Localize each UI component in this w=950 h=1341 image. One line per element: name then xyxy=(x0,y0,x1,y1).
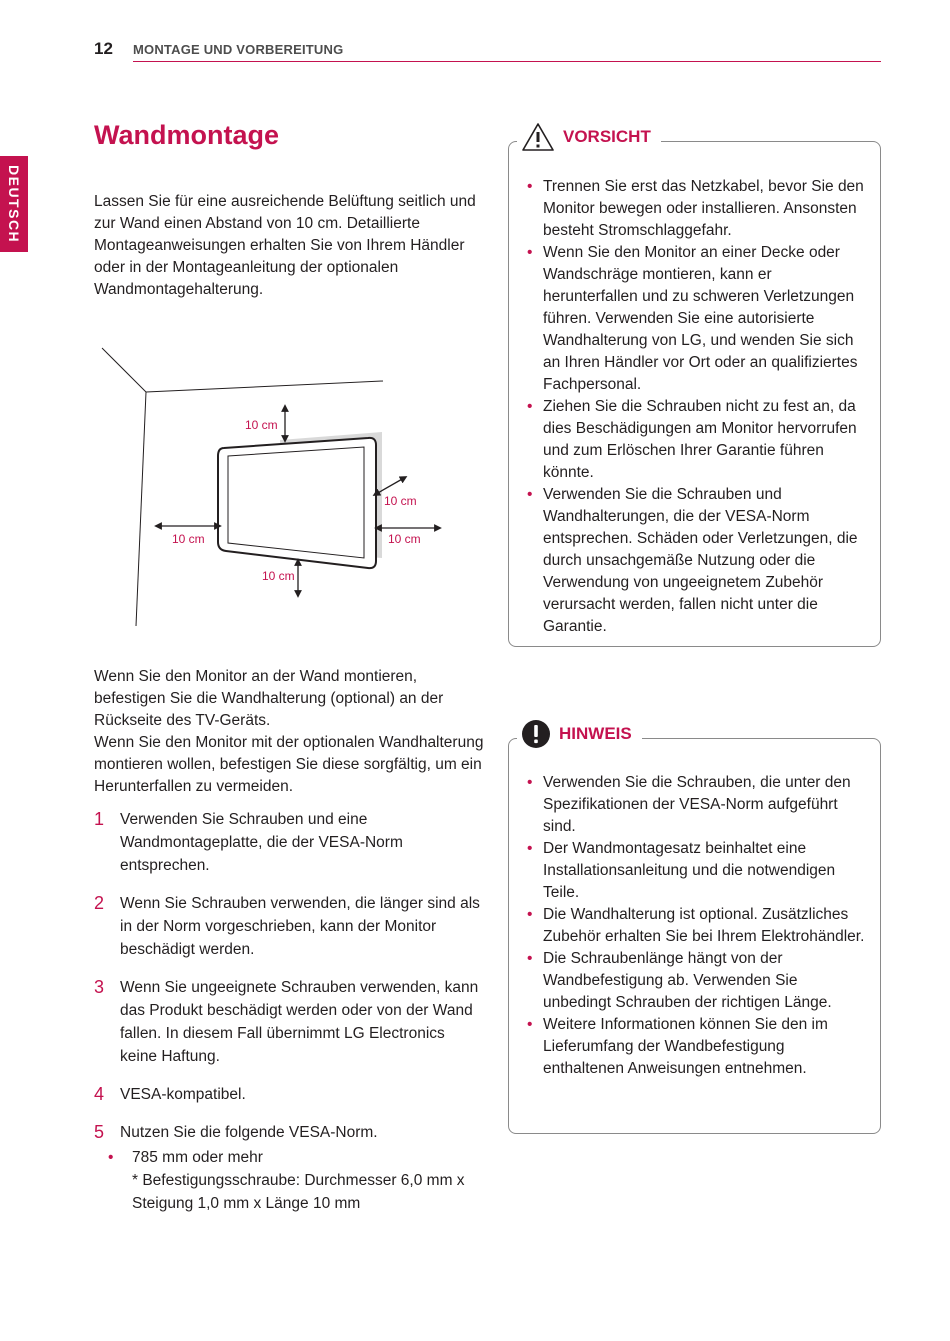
step-number: 3 xyxy=(94,977,105,997)
step-number: 5 xyxy=(94,1122,105,1142)
note-item xyxy=(519,772,865,838)
caution-box xyxy=(508,127,881,647)
step-number: 1 xyxy=(94,809,105,829)
vesa-size: 785 mm oder mehr xyxy=(132,1149,263,1166)
step-number: 2 xyxy=(94,893,105,913)
note-text: Die Wandhalterung ist optional. Zusätzliches Zubehör erhalten Sie bei Ihrem Elektrohändler. xyxy=(543,906,865,945)
step-item xyxy=(94,1083,484,1106)
exclamation-circle-icon xyxy=(521,719,551,749)
language-tab: DEUTSCH xyxy=(0,156,28,252)
section-title: MONTAGE UND VORBEREITUNG xyxy=(133,42,344,57)
warning-triangle-icon xyxy=(521,122,555,152)
label-right-upper: 10 cm xyxy=(384,494,417,508)
bullet-dot: • xyxy=(527,1016,533,1033)
header-divider xyxy=(133,61,881,62)
label-left: 10 cm xyxy=(172,532,205,546)
note-text: Der Wandmontagesatz beinhaltet eine Installationsanleitung und die notwendigen Teile. xyxy=(543,840,836,901)
caution-text: Verwenden Sie die Schrauben und Wandhalterungen, die der VESA-Norm entsprechen. Schäden oder Verletzungen, die durch unsachgemäße Nutzung oder die Verwendung von ungeeignetem Zubehör verursacht werden, fallen nicht unter die Garantie. xyxy=(543,486,858,635)
note-item xyxy=(519,838,865,904)
note-header xyxy=(517,719,642,749)
note-box xyxy=(508,724,881,1134)
caution-header xyxy=(517,122,661,152)
caution-item xyxy=(519,242,865,396)
step-item xyxy=(94,976,484,1068)
caution-text: Ziehen Sie die Schrauben nicht zu fest an, da dies Beschädigungen am Monitor hervorrufen und zum Erlöschen Ihrer Garantie führen könnte. xyxy=(543,398,857,481)
wall-mount-diagram xyxy=(100,340,460,640)
mount-instructions xyxy=(94,666,484,798)
caution-text: Wenn Sie den Monitor an einer Decke oder Wandschräge montieren, kann er herunterfallen und zu schweren Verletzungen führen. Verwenden Sie eine autorisierte Wandhalterung von LG, und wenden Sie sich an Ihren Händler vor Ort oder an qualifiziertes Fachpersonal. xyxy=(543,244,858,393)
steps-list xyxy=(94,808,484,1215)
caution-item xyxy=(519,484,865,638)
label-top: 10 cm xyxy=(245,418,278,432)
step-item xyxy=(94,892,484,961)
step-item xyxy=(94,1121,484,1215)
page-title: Wandmontage xyxy=(94,120,279,150)
label-right: 10 cm xyxy=(388,532,421,546)
step-text: Wenn Sie Schrauben verwenden, die länger sind als in der Norm vorgeschrieben, kann der Monitor beschädigt werden. xyxy=(120,895,480,958)
note-text: Die Schraubenlänge hängt von der Wandbefestigung ab. Verwenden Sie unbedingt Schrauben der richtigen Länge. xyxy=(543,950,832,1011)
note-text: Weitere Informationen können Sie den im Lieferumfang der Wandbefestigung enthaltenen Anweisungen entnehmen. xyxy=(543,1016,828,1077)
note-list xyxy=(519,772,865,1080)
caution-item xyxy=(519,176,865,242)
page-number: 12 xyxy=(94,39,113,58)
step-text: VESA-kompatibel. xyxy=(120,1086,246,1103)
bullet-dot: • xyxy=(527,840,533,857)
bullet-dot: • xyxy=(527,774,533,791)
bullet-dot: • xyxy=(527,178,533,195)
vesa-screw-note: * Befestigungsschraube: Durchmesser 6,0 mm x Steigung 1,0 mm x Länge 10 mm xyxy=(132,1172,465,1212)
note-item xyxy=(519,948,865,1014)
step-item xyxy=(94,808,484,877)
step-text: Wenn Sie ungeeignete Schrauben verwenden, kann das Produkt beschädigt werden oder von der Wand fallen. In diesem Fall übernimmt LG Electronics keine Haftung. xyxy=(120,979,479,1065)
intro-paragraph: Lassen Sie für eine ausreichende Belüftung seitlich und zur Wand einen Abstand von 10 cm. Detaillierte Montageanweisungen erhalten Sie von Ihrem Händler oder in der Montageanleitung der optionalen Wandmontagehalterung. xyxy=(94,193,476,298)
note-title: HINWEIS xyxy=(559,724,632,743)
bullet-dot: • xyxy=(527,244,533,261)
vesa-list xyxy=(108,1146,484,1215)
caution-text: Trennen Sie erst das Netzkabel, bevor Sie den Monitor bewegen oder installieren. Ansonsten besteht Stromschlaggefahr. xyxy=(543,178,864,239)
caution-item xyxy=(519,396,865,484)
caution-title: VORSICHT xyxy=(563,127,651,146)
bullet-dot: • xyxy=(527,398,533,415)
bullet-dot: • xyxy=(527,906,533,923)
note-text: Verwenden Sie die Schrauben, die unter den Spezifikationen der VESA-Norm aufgeführt sind. xyxy=(543,774,851,835)
caution-list xyxy=(519,176,865,638)
vesa-item xyxy=(108,1146,484,1215)
bullet-dot: • xyxy=(527,950,533,967)
label-bottom: 10 cm xyxy=(262,569,295,583)
step-text: Nutzen Sie die folgende VESA-Norm. xyxy=(120,1124,378,1141)
step-text: Verwenden Sie Schrauben und eine Wandmontageplatte, die der VESA-Norm entsprechen. xyxy=(120,811,403,874)
bullet-dot: • xyxy=(527,486,533,503)
mount-paragraph: Wenn Sie den Monitor an der Wand montieren, befestigen Sie die Wandhalterung (optional) an der Rückseite des TV-Geräts. xyxy=(94,668,444,729)
note-item xyxy=(519,1014,865,1080)
monitor-illustration xyxy=(218,438,376,568)
bullet-dot: • xyxy=(108,1149,114,1166)
note-item xyxy=(519,904,865,948)
step-number: 4 xyxy=(94,1084,105,1104)
mount-paragraph: Wenn Sie den Monitor mit der optionalen Wandhalterung montieren wollen, befestigen Sie diese sorgfältig, um ein Herunterfallen zu vermeiden. xyxy=(94,734,484,795)
